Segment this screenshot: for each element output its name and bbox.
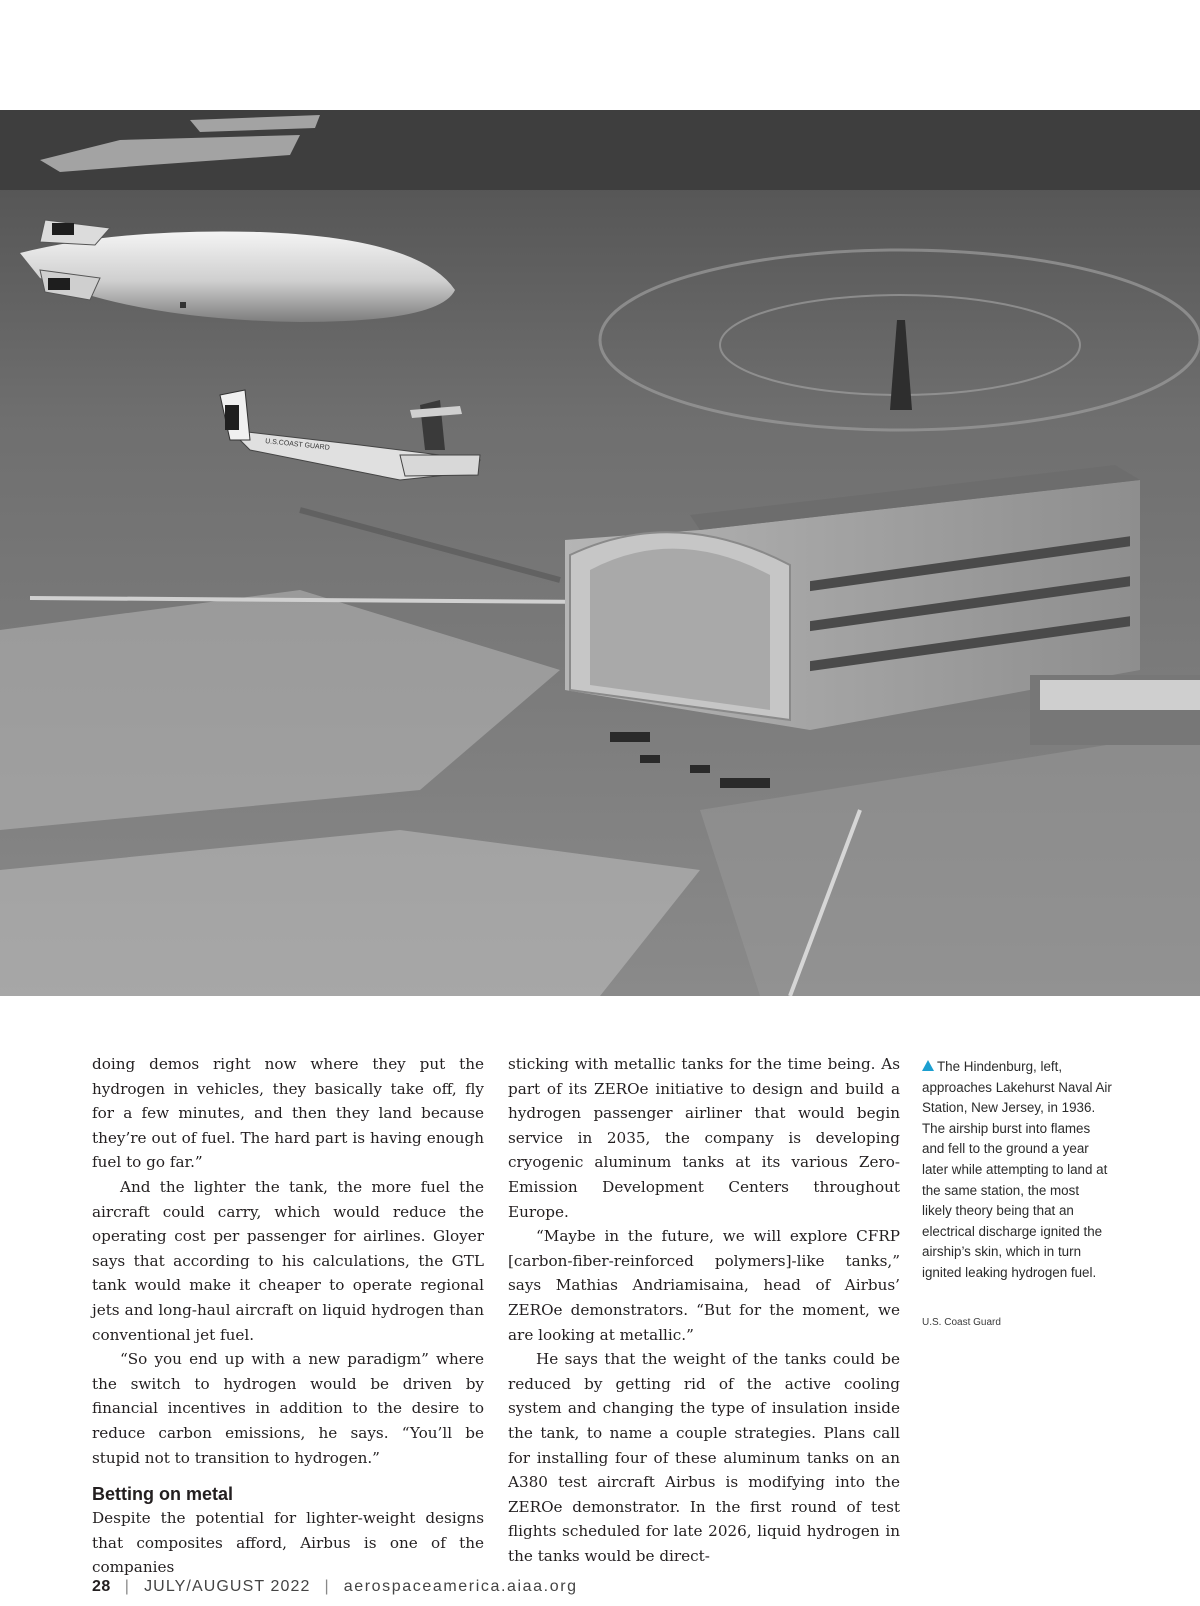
page-number: 28 — [92, 1578, 111, 1595]
caption-text: The Hindenburg, left, approaches Lakehurst Naval Air Station, New Jersey, in 1936. The airship burst into flames and fell to the ground a year later while attempting to land at the same station, the most likely theory being that an electrical discharge ignited the airship’s skin, which in turn ignited leaking hydrogen fuel. — [922, 1059, 1112, 1280]
issue-date: JULY/AUGUST 2022 — [144, 1578, 311, 1595]
paragraph: And the lighter the tank, the more fuel the aircraft could carry, which would reduce the operating cost per passenger for airlines. Gloyer says that according to his calculations, the GTL tank would make it cheaper to operate regional jets and long-haul aircraft on liquid hydrogen than conventional jet fuel. — [92, 1177, 484, 1344]
photo-illustration — [0, 110, 1200, 996]
footer-divider: | — [124, 1578, 131, 1595]
paragraph: “Maybe in the future, we will explore CFRP [carbon-fiber-reinforced polymers]-like tanks,” says Mathias Andriamisaina, head of Airbus’ ZEROe demonstrators. “But for the moment, we are looking at metallic.” — [508, 1227, 900, 1344]
article-column-2 — [508, 1052, 900, 1568]
caption-triangle-icon — [922, 1060, 934, 1071]
plane-marking: U.S.COAST GUARD — [264, 438, 330, 452]
paragraph: He says that the weight of the tanks could be reduced by getting rid of the active cooling system and changing the type of insulation inside the tank, to name a couple strategies. Plans call for installing four of these aluminum tanks on an A380 test aircraft Airbus is modifying into the ZEROe demonstrator. In the first round of test flights scheduled for late 2026, liquid hydrogen in the tanks would be direct- — [508, 1350, 900, 1565]
photo-caption — [922, 1057, 1112, 1284]
website-url: aerospaceamerica.aiaa.org — [343, 1578, 578, 1595]
hindenburg-photo — [0, 110, 1200, 996]
paragraph: “So you end up with a new paradigm” where the switch to hydrogen would be driven by financial incentives in addition to the desire to reduce carbon emissions, he says. “You’ll be stupid not to transition to hydrogen.” — [92, 1350, 484, 1467]
article-column-1 — [92, 1052, 484, 1580]
paragraph: Despite the potential for lighter-weight designs that composites afford, Airbus is one of the companies — [92, 1509, 484, 1577]
photo-credit: U.S. Coast Guard — [922, 1317, 1001, 1328]
page-footer — [92, 1578, 578, 1596]
paragraph: doing demos right now where they put the hydrogen in vehicles, they basically take off, fly for a few minutes, and then they land because they’re out of fuel. The hard part is having enough fuel to go far.” — [92, 1055, 484, 1172]
paragraph: sticking with metallic tanks for the time being. As part of its ZEROe initiative to design and build a hydrogen passenger airliner that would begin service in 2035, the company is developing cryogenic aluminum tanks at its various Zero-Emission Development Centers throughout Europe. — [508, 1055, 900, 1221]
footer-divider: | — [324, 1578, 330, 1595]
section-subhead: Betting on metal — [92, 1484, 234, 1505]
